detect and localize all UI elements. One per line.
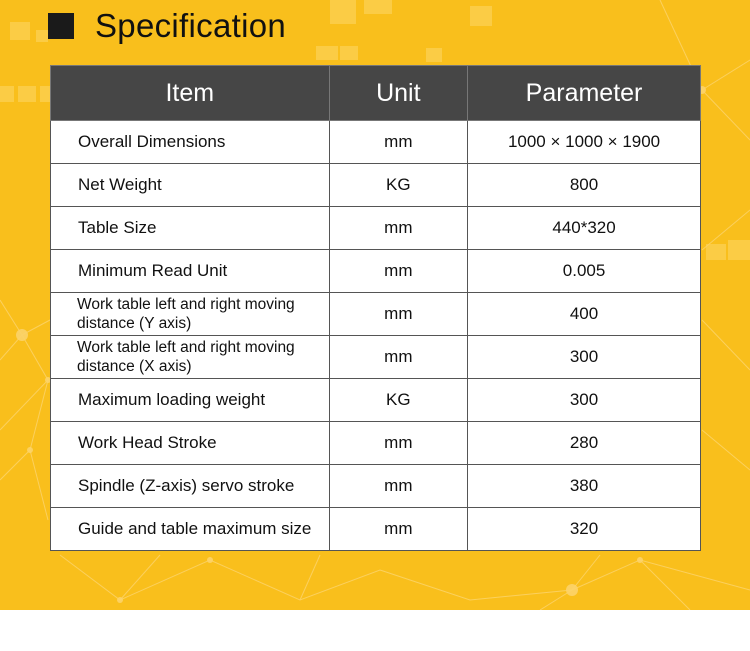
table-row [51,121,701,164]
cell-parameter: 300 [468,336,701,379]
cell-unit: mm [329,508,468,551]
header-unit: Unit [329,66,468,121]
cell-item: Overall Dimensions [51,121,330,164]
table-row [51,508,701,551]
cell-parameter: 320 [468,508,701,551]
table-row [51,379,701,422]
cell-item: Maximum loading weight [51,379,330,422]
cell-unit: mm [329,465,468,508]
cell-item: Minimum Read Unit [51,250,330,293]
title-square-icon [48,13,74,39]
cell-parameter: 1000 × 1000 × 1900 [468,121,701,164]
table-row [51,336,701,379]
cell-unit: mm [329,121,468,164]
cell-unit: mm [329,293,468,336]
header-item: Item [51,66,330,121]
spec-table [50,65,701,551]
cell-parameter: 400 [468,293,701,336]
header-parameter: Parameter [468,66,701,121]
cell-parameter: 280 [468,422,701,465]
title-block [48,6,286,46]
cell-unit: KG [329,164,468,207]
cell-unit: KG [329,379,468,422]
cell-parameter: 0.005 [468,250,701,293]
cell-item: Work table left and right moving distance (X axis) [51,336,330,379]
cell-item: Work table left and right moving distance (Y axis) [51,293,330,336]
cell-item: Table Size [51,207,330,250]
table-row [51,164,701,207]
cell-unit: mm [329,336,468,379]
cell-item: Net Weight [51,164,330,207]
cell-parameter: 440*320 [468,207,701,250]
cell-parameter: 380 [468,465,701,508]
cell-unit: mm [329,250,468,293]
table-row [51,293,701,336]
cell-parameter: 300 [468,379,701,422]
cell-parameter: 800 [468,164,701,207]
table-row [51,250,701,293]
cell-item: Work Head Stroke [51,422,330,465]
cell-unit: mm [329,207,468,250]
cell-item: Guide and table maximum size [51,508,330,551]
page-title: Specification [95,7,287,44]
table-row [51,207,701,250]
table-row [51,465,701,508]
table-row [51,422,701,465]
table-header-row [51,66,701,121]
cell-unit: mm [329,422,468,465]
cell-item: Spindle (Z-axis) servo stroke [51,465,330,508]
